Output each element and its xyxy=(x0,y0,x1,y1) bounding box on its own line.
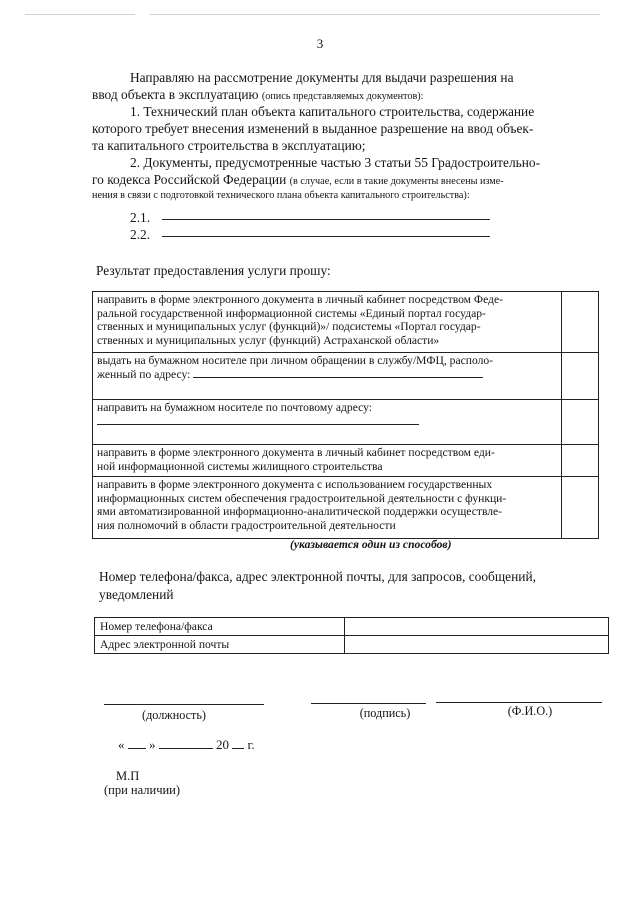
option-1-line: ственных и муниципальных услуг (функций)»/ подсистемы «Портал государ- xyxy=(97,320,481,333)
date-line xyxy=(118,737,255,753)
option-1-line: направить в форме электронного документа в личный кабинет посредством Феде- xyxy=(97,293,503,306)
option-5-line: информационных систем обеспечения градостроительной деятельности с функци- xyxy=(97,491,507,505)
phone-field[interactable] xyxy=(345,618,609,636)
option-4-line: направить в форме электронного документа в личный кабинет посредством еди- xyxy=(97,446,495,459)
name-line[interactable] xyxy=(436,701,602,703)
intro-line-2-text: ввод объекта в эксплуатацию xyxy=(92,87,259,102)
options-note: (указывается один из способов) xyxy=(290,538,452,551)
option-row-1 xyxy=(93,292,599,353)
sub-item-2-2 xyxy=(130,226,530,243)
option-5-text xyxy=(93,477,562,539)
item2-line-2-text: го кодекса Российской Федерации xyxy=(92,172,287,187)
option-3-checkbox[interactable] xyxy=(562,400,599,445)
scan-mark xyxy=(25,14,135,15)
options-table xyxy=(92,291,599,539)
item2-line-2 xyxy=(92,171,602,190)
position-caption: (должность) xyxy=(142,708,206,722)
item1-line-2: которого требует внесения изменений в выданное разрешение на ввод объек- xyxy=(92,121,534,136)
contacts-row-phone xyxy=(95,618,609,636)
option-2-address-line[interactable] xyxy=(193,377,483,378)
email-label: Адрес электронной почты xyxy=(95,636,345,654)
page-number: 3 xyxy=(316,36,324,51)
date-year-suffix: г. xyxy=(247,737,255,752)
option-row-3 xyxy=(93,400,599,445)
option-row-2 xyxy=(93,353,599,400)
sub-item-2-1 xyxy=(130,209,530,226)
sub-item-2-1-line[interactable] xyxy=(162,219,490,220)
option-1-line: ственных и муниципальных услуг (функций) Астраханской области» xyxy=(97,333,440,347)
option-2-checkbox[interactable] xyxy=(562,353,599,400)
option-5-line: ями автоматизированной информационно-аналитической поддержки осуществле- xyxy=(97,505,503,518)
option-row-4 xyxy=(93,445,599,477)
contacts-row-email xyxy=(95,636,609,654)
option-1-line: ральной государственной информационной системы «Единый портал государ- xyxy=(97,306,486,320)
email-field[interactable] xyxy=(345,636,609,654)
option-2-text xyxy=(93,353,562,400)
phone-label: Номер телефона/факса xyxy=(95,618,345,636)
item2-line-3: нения в связи с подготовкой технического плана объекта капитального строительства): xyxy=(92,190,470,201)
item2-line-2-note: (в случае, если в такие документы внесены изме- xyxy=(289,176,504,187)
contacts-heading-line-1: Номер телефона/факса, адрес электронной почты, для запросов, сообщений, xyxy=(99,569,536,584)
option-row-5 xyxy=(93,477,599,539)
signature-line[interactable] xyxy=(311,702,426,704)
intro-line-1-text: Направляю на рассмотрение документы для выдачи разрешения на xyxy=(130,70,514,85)
stamp-label: М.П xyxy=(116,769,140,783)
date-month-field[interactable] xyxy=(159,748,213,749)
item1-line-3: та капитального строительства в эксплуатацию; xyxy=(92,138,366,153)
signature-caption: (подпись) xyxy=(359,706,411,720)
option-5-line: направить в форме электронного документа с использованием государственных xyxy=(97,478,493,491)
name-caption: (Ф.И.О.) xyxy=(507,704,553,718)
date-open-quote: « xyxy=(118,737,125,752)
option-5-line: ния полномочий в области градостроительной деятельности xyxy=(97,518,396,532)
position-line[interactable] xyxy=(104,703,264,705)
sub-item-2-2-label: 2.2. xyxy=(130,227,151,242)
option-4-checkbox[interactable] xyxy=(562,445,599,477)
date-day-field[interactable] xyxy=(128,748,146,749)
option-3-address-line[interactable] xyxy=(97,424,419,425)
intro-line-1 xyxy=(130,69,600,86)
contacts-heading-line-2: уведомлений xyxy=(99,587,174,602)
option-1-text xyxy=(93,292,562,353)
date-year-field[interactable] xyxy=(232,748,244,749)
option-3-line: направить на бумажном носителе по почтовому адресу: xyxy=(97,401,373,414)
sub-item-2-1-label: 2.1. xyxy=(130,210,151,225)
sub-item-2-2-line[interactable] xyxy=(162,236,490,237)
option-5-checkbox[interactable] xyxy=(562,477,599,539)
date-year-prefix: 20 xyxy=(216,737,229,752)
option-4-text xyxy=(93,445,562,477)
item1-line-1: 1. Технический план объекта капитального строительства, содержание xyxy=(130,104,535,119)
intro-line-2-note: (опись представляемых документов): xyxy=(261,91,424,102)
item2-line-1: 2. Документы, предусмотренные частью 3 статьи 55 Градостроительно- xyxy=(130,155,541,170)
date-close-quote: » xyxy=(149,737,156,752)
contacts-table xyxy=(94,617,609,654)
option-3-text xyxy=(93,400,562,445)
option-1-checkbox[interactable] xyxy=(562,292,599,353)
option-2-line: женный по адресу: xyxy=(97,367,191,381)
stamp-note: (при наличии) xyxy=(104,783,181,797)
scan-mark xyxy=(150,14,600,15)
result-heading: Результат предоставления услуги прошу: xyxy=(96,263,331,278)
option-2-line: выдать на бумажном носителе при личном обращении в службу/МФЦ, располо- xyxy=(97,354,494,367)
option-4-line: ной информационной системы жилищного строительства xyxy=(97,459,383,473)
